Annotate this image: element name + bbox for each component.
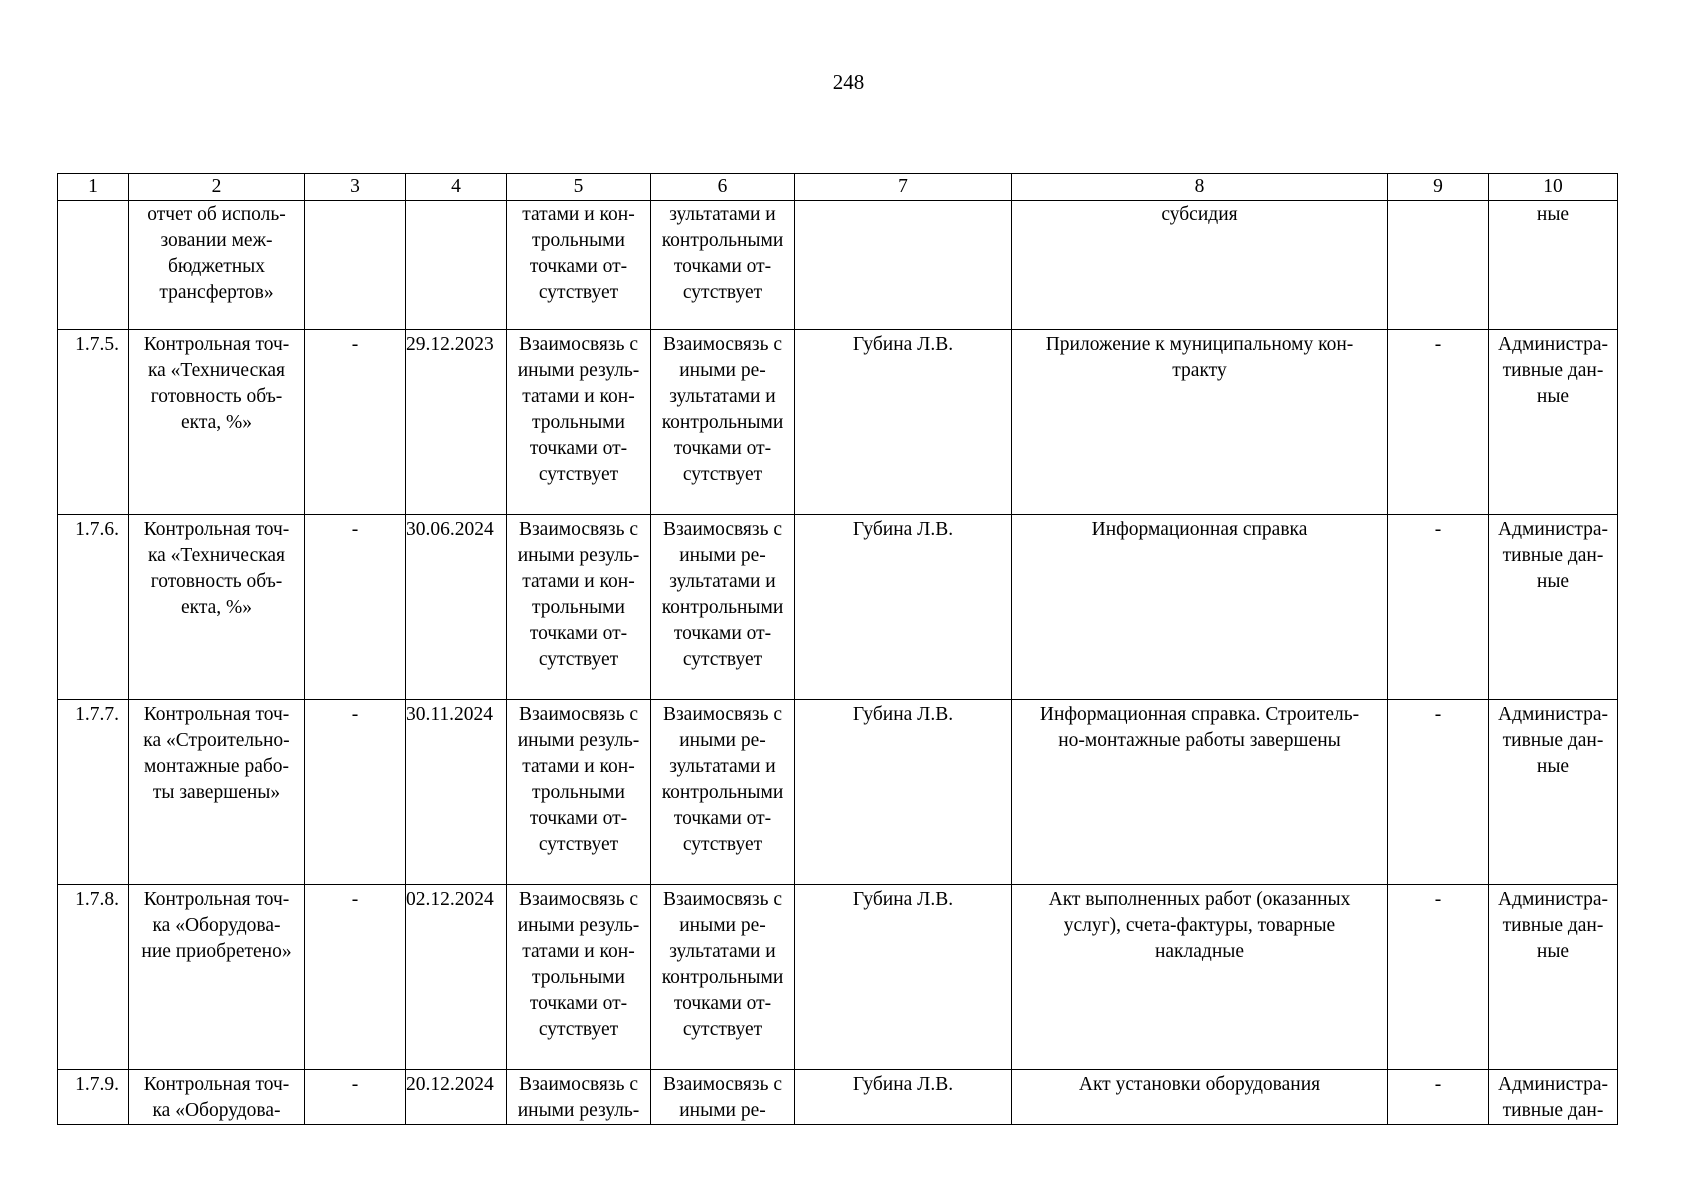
- cell-text: [130, 887, 303, 965]
- cell-document: [1012, 1070, 1388, 1125]
- header-cell-4: 4: [406, 174, 507, 201]
- header-cell-5: 5: [507, 174, 651, 201]
- cell-date: [406, 201, 507, 330]
- text-line: ка «Техническая: [147, 545, 286, 566]
- text-line: иными ре-: [679, 1100, 766, 1121]
- control-points-table: [57, 173, 1618, 1125]
- text-line: екта, %»: [180, 597, 253, 618]
- cell-source: [1489, 515, 1618, 700]
- text-line: Взаимосвязь с: [518, 334, 639, 355]
- table-row: [58, 330, 1618, 515]
- cell-text: [1013, 1072, 1386, 1098]
- text-line: екта, %»: [180, 412, 253, 433]
- text-line: тивные дан-: [1502, 915, 1604, 936]
- text-line: Контрольная точ-: [143, 519, 290, 540]
- cell-source: [1489, 885, 1618, 1070]
- text-line: сутствует: [682, 649, 763, 670]
- text-line: тивные дан-: [1502, 1100, 1604, 1121]
- text-line: ка «Техническая: [147, 360, 286, 381]
- text-line: зультатами и: [669, 941, 776, 962]
- text-line: татами и кон-: [522, 571, 635, 592]
- cell-col5: [507, 201, 651, 330]
- text-line: иными резуль-: [517, 545, 640, 566]
- text-line: Взаимосвязь с: [518, 1074, 639, 1095]
- header-cell-7: 7: [795, 174, 1012, 201]
- cell-document: [1012, 700, 1388, 885]
- text-line: иными резуль-: [517, 730, 640, 751]
- text-line: зультатами и: [669, 756, 776, 777]
- cell-document: [1012, 885, 1388, 1070]
- cell-col6: [651, 515, 795, 700]
- text-line: ка «Оборудова-: [152, 1100, 281, 1121]
- cell-col6: [651, 1070, 795, 1125]
- text-line: точками от-: [529, 993, 628, 1014]
- cell-text: [1013, 887, 1386, 965]
- text-line: точками от-: [673, 256, 772, 277]
- text-line: иными резуль-: [517, 1100, 640, 1121]
- cell-text: [1490, 887, 1616, 965]
- text-line: трольными: [532, 230, 625, 251]
- text-line: тивные дан-: [1502, 360, 1604, 381]
- cell-name: [129, 201, 305, 330]
- cell-number: 1.7.5.: [58, 330, 129, 515]
- cell-text: [508, 517, 649, 673]
- cell-col9: -: [1388, 1070, 1489, 1125]
- text-line: ты завершены»: [152, 782, 281, 803]
- cell-date: 29.12.2023: [406, 330, 507, 515]
- cell-text: [652, 332, 793, 488]
- text-line: готовность объ-: [150, 386, 283, 407]
- cell-col5: [507, 885, 651, 1070]
- cell-col9: -: [1388, 330, 1489, 515]
- text-line: Контрольная точ-: [143, 334, 290, 355]
- cell-text: [1490, 1072, 1616, 1124]
- text-line: ние приобретено»: [141, 941, 292, 962]
- cell-col9: [1388, 201, 1489, 330]
- cell-responsible: Губина Л.В.: [795, 700, 1012, 885]
- header-cell-2: 2: [129, 174, 305, 201]
- cell-text: [130, 702, 303, 806]
- cell-col9: -: [1388, 515, 1489, 700]
- cell-responsible: [795, 201, 1012, 330]
- text-line: трольными: [532, 967, 625, 988]
- cell-col3: -: [305, 885, 406, 1070]
- cell-date: 30.11.2024: [406, 700, 507, 885]
- cell-responsible: Губина Л.В.: [795, 330, 1012, 515]
- text-line: Акт выполненных работ (оказанных: [1048, 889, 1351, 910]
- cell-date: 02.12.2024: [406, 885, 507, 1070]
- text-line: зультатами и: [669, 571, 776, 592]
- cell-responsible: Губина Л.В.: [795, 885, 1012, 1070]
- cell-responsible: Губина Л.В.: [795, 515, 1012, 700]
- text-line: накладные: [1154, 941, 1245, 962]
- text-line: Администра-: [1498, 889, 1608, 910]
- text-line: татами и кон-: [522, 204, 635, 225]
- cell-name: [129, 330, 305, 515]
- table-row-continuation: [58, 201, 1618, 330]
- text-line: ные: [1536, 386, 1570, 407]
- text-line: трольными: [532, 782, 625, 803]
- text-line: Взаимосвязь с: [662, 704, 783, 725]
- text-line: иными ре-: [679, 360, 766, 381]
- text-line: готовность объ-: [150, 571, 283, 592]
- cell-text: [652, 517, 793, 673]
- cell-number: 1.7.6.: [58, 515, 129, 700]
- cell-source: [1489, 700, 1618, 885]
- cell-number: 1.7.8.: [58, 885, 129, 1070]
- text-line: татами и кон-: [522, 756, 635, 777]
- cell-responsible: Губина Л.В.: [795, 1070, 1012, 1125]
- text-line: контрольными: [661, 412, 784, 433]
- cell-document: [1012, 515, 1388, 700]
- text-line: Взаимосвязь с: [518, 889, 639, 910]
- cell-col5: [507, 515, 651, 700]
- cell-text: [508, 332, 649, 488]
- cell-source: [1489, 330, 1618, 515]
- text-line: иными ре-: [679, 915, 766, 936]
- text-line: Администра-: [1498, 334, 1608, 355]
- text-line: контрольными: [661, 782, 784, 803]
- text-line: Администра-: [1498, 519, 1608, 540]
- cell-text: [1490, 517, 1616, 595]
- text-line: контрольными: [661, 967, 784, 988]
- text-line: зультатами и: [669, 204, 776, 225]
- cell-text: [508, 887, 649, 1043]
- cell-col6: [651, 885, 795, 1070]
- text-line: Информационная справка: [1091, 519, 1308, 540]
- cell-name: [129, 885, 305, 1070]
- cell-source: [1489, 1070, 1618, 1125]
- text-line: татами и кон-: [522, 386, 635, 407]
- cell-date: 30.06.2024: [406, 515, 507, 700]
- text-line: трольными: [532, 412, 625, 433]
- table-header: [58, 174, 1618, 201]
- text-line: сутствует: [682, 834, 763, 855]
- cell-source: [1489, 201, 1618, 330]
- text-line: точками от-: [529, 438, 628, 459]
- table-row: [58, 515, 1618, 700]
- cell-col9: -: [1388, 700, 1489, 885]
- text-line: но-монтажные работы завершены: [1058, 730, 1341, 751]
- text-line: ка «Оборудова-: [152, 915, 281, 936]
- text-line: Взаимосвязь с: [662, 889, 783, 910]
- text-line: точками от-: [529, 623, 628, 644]
- text-line: Администра-: [1498, 1074, 1608, 1095]
- text-line: тракту: [1172, 360, 1227, 381]
- text-line: сутствует: [538, 282, 619, 303]
- cell-text: [130, 202, 303, 306]
- table-row: [58, 885, 1618, 1070]
- cell-text: [130, 517, 303, 621]
- text-line: контрольными: [661, 230, 784, 251]
- cell-col6: [651, 330, 795, 515]
- cell-text: [1013, 702, 1386, 754]
- text-line: иными ре-: [679, 730, 766, 751]
- text-line: Контрольная точ-: [143, 1074, 290, 1095]
- text-line: точками от-: [673, 808, 772, 829]
- cell-text: [1013, 517, 1386, 543]
- text-line: зовании меж-: [160, 230, 273, 251]
- text-line: Взаимосвязь с: [662, 334, 783, 355]
- cell-text: [1013, 202, 1386, 228]
- text-line: точками от-: [673, 438, 772, 459]
- cell-number: 1.7.7.: [58, 700, 129, 885]
- cell-col6: [651, 700, 795, 885]
- text-line: татами и кон-: [522, 941, 635, 962]
- text-line: сутствует: [538, 649, 619, 670]
- text-line: Контрольная точ-: [143, 704, 290, 725]
- header-cell-8: 8: [1012, 174, 1388, 201]
- table-row: [58, 700, 1618, 885]
- text-line: бюджетных: [167, 256, 266, 277]
- text-line: иными резуль-: [517, 915, 640, 936]
- text-line: отчет об исполь-: [147, 204, 286, 225]
- cell-number: [58, 201, 129, 330]
- text-line: Акт установки оборудования: [1078, 1074, 1321, 1095]
- cell-col3: -: [305, 330, 406, 515]
- text-line: услуг), счета-фактуры, товарные: [1063, 915, 1336, 936]
- header-cell-3: 3: [305, 174, 406, 201]
- cell-col5: [507, 1070, 651, 1125]
- cell-text: [652, 887, 793, 1043]
- cell-name: [129, 1070, 305, 1125]
- text-line: Приложение к муниципальному кон-: [1045, 334, 1354, 355]
- cell-text: [1490, 202, 1616, 228]
- text-line: точками от-: [673, 623, 772, 644]
- cell-col9: -: [1388, 885, 1489, 1070]
- text-line: сутствует: [682, 1019, 763, 1040]
- cell-text: [130, 1072, 303, 1124]
- text-line: точками от-: [673, 993, 772, 1014]
- cell-text: [508, 1072, 649, 1124]
- header-cell-9: 9: [1388, 174, 1489, 201]
- table-row: [58, 1070, 1618, 1125]
- text-line: Администра-: [1498, 704, 1608, 725]
- cell-text: [652, 1072, 793, 1124]
- text-line: сутствует: [682, 464, 763, 485]
- text-line: Взаимосвязь с: [518, 519, 639, 540]
- text-line: субсидия: [1161, 204, 1238, 225]
- header-cell-6: 6: [651, 174, 795, 201]
- header-row: [58, 174, 1618, 201]
- cell-document: [1012, 201, 1388, 330]
- text-line: тивные дан-: [1502, 730, 1604, 751]
- text-line: Информационная справка. Строитель-: [1039, 704, 1360, 725]
- text-line: трансфертов»: [159, 282, 274, 303]
- text-line: точками от-: [529, 256, 628, 277]
- cell-name: [129, 515, 305, 700]
- cell-col3: -: [305, 1070, 406, 1125]
- text-line: тивные дан-: [1502, 545, 1604, 566]
- cell-text: [1490, 332, 1616, 410]
- cell-text: [508, 202, 649, 306]
- text-line: ные: [1536, 756, 1570, 777]
- text-line: ка «Строительно-: [143, 730, 290, 751]
- text-line: Взаимосвязь с: [662, 519, 783, 540]
- header-cell-10: 10: [1489, 174, 1618, 201]
- cell-text: [130, 332, 303, 436]
- text-line: иными резуль-: [517, 360, 640, 381]
- cell-date: 20.12.2024: [406, 1070, 507, 1125]
- text-line: Взаимосвязь с: [518, 704, 639, 725]
- text-line: Взаимосвязь с: [662, 1074, 783, 1095]
- text-line: сутствует: [538, 834, 619, 855]
- text-line: контрольными: [661, 597, 784, 618]
- text-line: монтажные рабо-: [143, 756, 290, 777]
- cell-col3: -: [305, 700, 406, 885]
- text-line: ные: [1536, 571, 1570, 592]
- page-number: 248: [832, 70, 865, 94]
- text-line: трольными: [532, 597, 625, 618]
- cell-col6: [651, 201, 795, 330]
- cell-text: [1490, 702, 1616, 780]
- cell-number: 1.7.9.: [58, 1070, 129, 1125]
- text-line: точками от-: [529, 808, 628, 829]
- header-cell-1: 1: [58, 174, 129, 201]
- cell-col5: [507, 330, 651, 515]
- table-body: [58, 201, 1618, 1125]
- text-line: Контрольная точ-: [143, 889, 290, 910]
- cell-text: [508, 702, 649, 858]
- cell-text: [652, 202, 793, 306]
- cell-col3: [305, 201, 406, 330]
- cell-document: [1012, 330, 1388, 515]
- cell-text: [1013, 332, 1386, 384]
- text-line: сутствует: [682, 282, 763, 303]
- text-line: ные: [1536, 941, 1570, 962]
- text-line: сутствует: [538, 464, 619, 485]
- cell-name: [129, 700, 305, 885]
- text-line: ные: [1536, 204, 1570, 225]
- cell-col5: [507, 700, 651, 885]
- cell-text: [652, 702, 793, 858]
- text-line: зультатами и: [669, 386, 776, 407]
- text-line: иными ре-: [679, 545, 766, 566]
- text-line: сутствует: [538, 1019, 619, 1040]
- cell-col3: -: [305, 515, 406, 700]
